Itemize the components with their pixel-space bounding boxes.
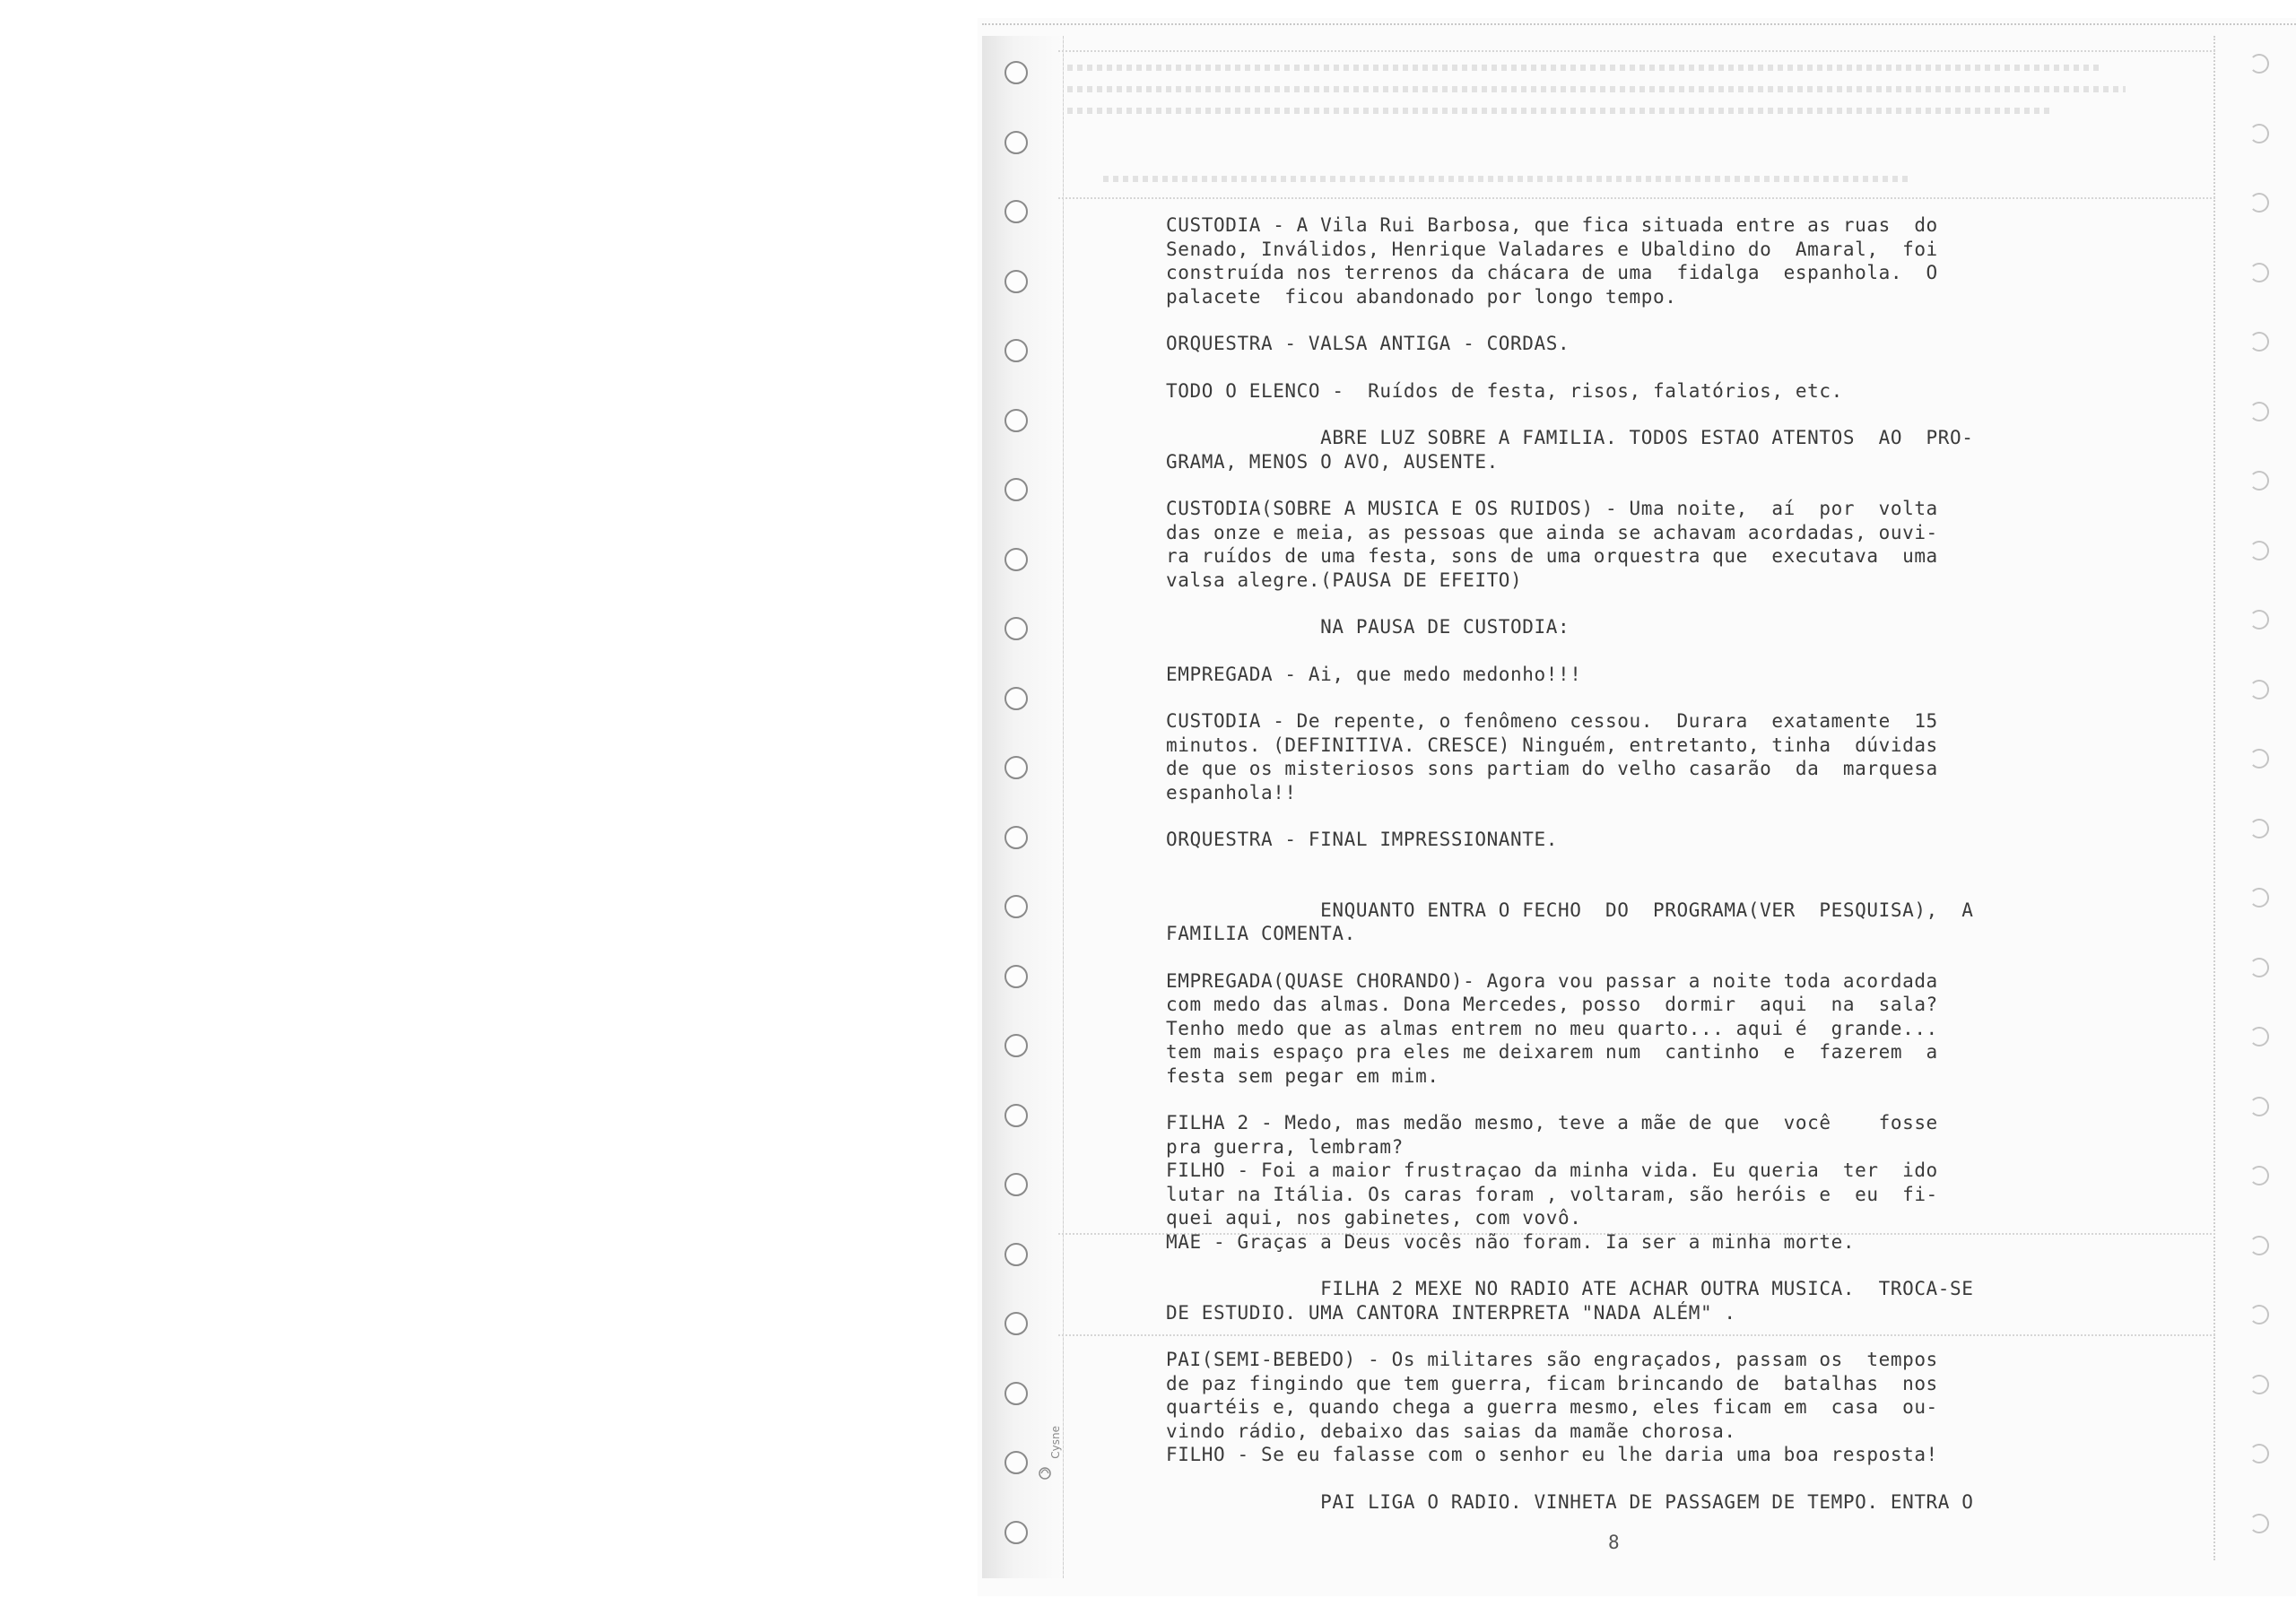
feed-hole-icon xyxy=(1004,1521,1028,1544)
script-line: EMPREGADA(QUASE CHORANDO)- Agora vou passar a noite toda acordada xyxy=(1166,969,1938,992)
cysne-logo-text: Cysne xyxy=(1049,1426,1062,1459)
feed-hole-icon xyxy=(1004,339,1028,362)
feed-hole-icon xyxy=(2249,193,2269,213)
script-line: minutos. (DEFINITIVA. CRESCE) Ninguém, entretanto, tinha dúvidas xyxy=(1166,734,1938,756)
feed-hole-icon xyxy=(2249,332,2269,352)
feed-hole-icon xyxy=(1004,270,1028,293)
script-line: NA PAUSA DE CUSTODIA: xyxy=(1166,616,1570,638)
bleed-through-text xyxy=(1067,86,2126,92)
script-line: valsa alegre.(PAUSA DE EFEITO) xyxy=(1166,569,1523,591)
bleed-through-text xyxy=(1067,108,2054,114)
script-line: pra guerra, lembram? xyxy=(1166,1135,1404,1158)
script-line: palacete ficou abandonado por longo tempo. xyxy=(1166,285,1677,308)
script-line: PAI LIGA O RADIO. VINHETA DE PASSAGEM DE TEMPO. ENTRA O xyxy=(1166,1490,1974,1513)
script-line: ra ruídos de uma festa, sons de uma orquestra que executava uma xyxy=(1166,545,1938,567)
script-body xyxy=(1166,213,2063,1514)
feed-hole-icon xyxy=(1004,826,1028,849)
script-line: PAI(SEMI-BEBEDO) - Os militares são engraçados, passam os tempos xyxy=(1166,1349,1938,1370)
bleed-through-text xyxy=(1067,65,2099,71)
feed-hole-icon xyxy=(2249,263,2269,282)
script-paragraph xyxy=(1166,709,2063,828)
feed-hole-icon xyxy=(2249,1166,2269,1185)
feed-hole-icon xyxy=(2249,610,2269,630)
feed-hole-icon xyxy=(2249,1514,2269,1533)
script-line: de paz fingindo que tem guerra, ficam brincando de batalhas nos xyxy=(1166,1372,1938,1394)
script-line: de que os misteriosos sons partiam do velho casarão da marquesa xyxy=(1166,758,1938,779)
feed-hole-icon xyxy=(1004,965,1028,988)
script-line: FILHA 2 MEXE NO RADIO ATE ACHAR OUTRA MUSICA. TROCA-SE xyxy=(1166,1278,1974,1299)
script-line: CUSTODIA - A Vila Rui Barbosa, que fica situada entre as ruas do xyxy=(1166,214,1938,236)
script-line: FILHO - Se eu falasse com o senhor eu lhe daria uma boa resposta! xyxy=(1166,1444,1938,1465)
script-line: das onze e meia, as pessoas que ainda se achavam acordadas, ouvi- xyxy=(1166,521,1938,543)
script-line: DE ESTUDIO. UMA CANTORA INTERPRETA "NADA ALÉM" . xyxy=(1166,1301,1736,1324)
script-line: TODO O ELENCO - Ruídos de festa, risos, falatórios, etc. xyxy=(1166,379,1843,402)
feed-hole-icon xyxy=(1004,1104,1028,1127)
script-paragraph xyxy=(1166,1490,2063,1515)
feed-hole-icon xyxy=(2249,1097,2269,1116)
script-line: espanhola!! xyxy=(1166,781,1297,803)
feed-hole-icon xyxy=(1004,478,1028,501)
tractor-feed-strip xyxy=(982,36,1064,1578)
page-number: 8 xyxy=(1608,1532,1620,1553)
script-line: FILHO - Foi a maior frustraçao da minha vida. Eu queria ter ido xyxy=(1166,1159,1938,1181)
feed-hole-icon xyxy=(1004,548,1028,571)
script-paragraph xyxy=(1166,379,2063,427)
feed-hole-icon xyxy=(1004,1034,1028,1057)
feed-hole-icon xyxy=(2249,54,2269,74)
feed-hole-icon xyxy=(2249,1305,2269,1324)
script-line: quei aqui, nos gabinetes, com vovô. xyxy=(1166,1207,1582,1229)
feed-hole-icon xyxy=(1004,409,1028,432)
script-paragraph xyxy=(1166,899,2063,969)
feed-hole-icon xyxy=(2249,888,2269,908)
script-line: quartéis e, quando chega a guerra mesmo, eles ficam em casa ou- xyxy=(1166,1396,1938,1418)
feed-hole-icon xyxy=(2249,680,2269,699)
feed-hole-icon xyxy=(2249,749,2269,769)
feed-hole-icon xyxy=(2249,471,2269,491)
script-line: MAE - Graças a Deus vocês não foram. Ia ser a minha morte. xyxy=(1166,1230,1856,1253)
feed-hole-icon xyxy=(2249,124,2269,143)
script-paragraph xyxy=(1166,663,2063,710)
feed-hole-icon xyxy=(1004,200,1028,223)
script-line: festa sem pegar em mim. xyxy=(1166,1064,1439,1087)
script-paragraph xyxy=(1166,828,2063,899)
feed-hole-icon xyxy=(2249,541,2269,560)
script-paragraph xyxy=(1166,1111,2063,1277)
script-paragraph xyxy=(1166,1277,2063,1348)
feed-hole-icon xyxy=(1004,617,1028,640)
feed-hole-icon xyxy=(1004,1173,1028,1196)
feed-hole-icon xyxy=(2249,1375,2269,1394)
feed-hole-icon xyxy=(1004,1312,1028,1335)
script-line: Senado, Inválidos, Henrique Valadares e Ubaldino do Amaral, foi xyxy=(1166,238,1938,260)
perforation-right-rule xyxy=(2213,36,2215,1560)
feed-hole-icon xyxy=(1004,1451,1028,1474)
feed-hole-icon xyxy=(2249,819,2269,838)
script-line: ORQUESTRA - VALSA ANTIGA - CORDAS. xyxy=(1166,333,1570,354)
feed-hole-icon xyxy=(1004,61,1028,84)
script-line: EMPREGADA - Ai, que medo medonho!!! xyxy=(1166,663,1582,685)
feed-hole-icon xyxy=(2249,402,2269,421)
feed-hole-icon xyxy=(1004,1382,1028,1405)
feed-hole-icon xyxy=(1004,131,1028,154)
script-paragraph xyxy=(1166,213,2063,332)
script-line: construída nos terrenos da chácara de uma fidalga espanhola. O xyxy=(1166,262,1938,283)
script-paragraph xyxy=(1166,1348,2063,1490)
script-line: Tenho medo que as almas entrem no meu quarto... aqui é grande... xyxy=(1166,1017,1938,1039)
script-line: com medo das almas. Dona Mercedes, posso dormir aqui na sala? xyxy=(1166,994,1938,1015)
script-paragraph xyxy=(1166,426,2063,497)
script-paragraph xyxy=(1166,615,2063,663)
feed-hole-icon xyxy=(1004,1243,1028,1266)
script-line: tem mais espaço pra eles me deixarem num cantinho e fazerem a xyxy=(1166,1041,1938,1063)
script-line: FAMILIA COMENTA. xyxy=(1166,923,1356,944)
script-line: ORQUESTRA - FINAL IMPRESSIONANTE. xyxy=(1166,829,1559,850)
feed-hole-icon xyxy=(2249,1444,2269,1463)
script-line: CUSTODIA - De repente, o fenômeno cessou. Durara exatamente 15 xyxy=(1166,710,1938,732)
script-paragraph xyxy=(1166,332,2063,379)
script-line: lutar na Itália. Os caras foram , voltaram, são heróis e eu fi- xyxy=(1166,1183,1938,1205)
feed-hole-icon xyxy=(1004,687,1028,710)
script-line: ABRE LUZ SOBRE A FAMILIA. TODOS ESTAO ATENTOS AO PRO- xyxy=(1166,427,1974,448)
script-line: CUSTODIA(SOBRE A MUSICA E OS RUIDOS) - Uma noite, aí por volta xyxy=(1166,498,1938,519)
script-paragraph xyxy=(1166,969,2063,1112)
feed-hole-icon xyxy=(1004,756,1028,779)
feed-hole-icon xyxy=(2249,1236,2269,1255)
script-line: vindo rádio, debaixo das saias da mamãe chorosa. xyxy=(1166,1420,1736,1442)
script-line: FILHA 2 - Medo, mas medão mesmo, teve a mãe de que você fosse xyxy=(1166,1112,1938,1133)
divider xyxy=(1058,197,2215,199)
perforation-top-rule xyxy=(982,23,2296,25)
script-paragraph xyxy=(1166,497,2063,615)
feed-hole-icon xyxy=(2249,1027,2269,1046)
script-line: GRAMA, MENOS O AVO, AUSENTE. xyxy=(1166,450,1499,473)
divider xyxy=(1058,50,2215,52)
feed-hole-icon xyxy=(1004,895,1028,918)
feed-hole-icon xyxy=(2249,958,2269,977)
bleed-through-text xyxy=(1103,176,1910,182)
script-line: ENQUANTO ENTRA O FECHO DO PROGRAMA(VER PESQUISA), A xyxy=(1166,899,1974,921)
